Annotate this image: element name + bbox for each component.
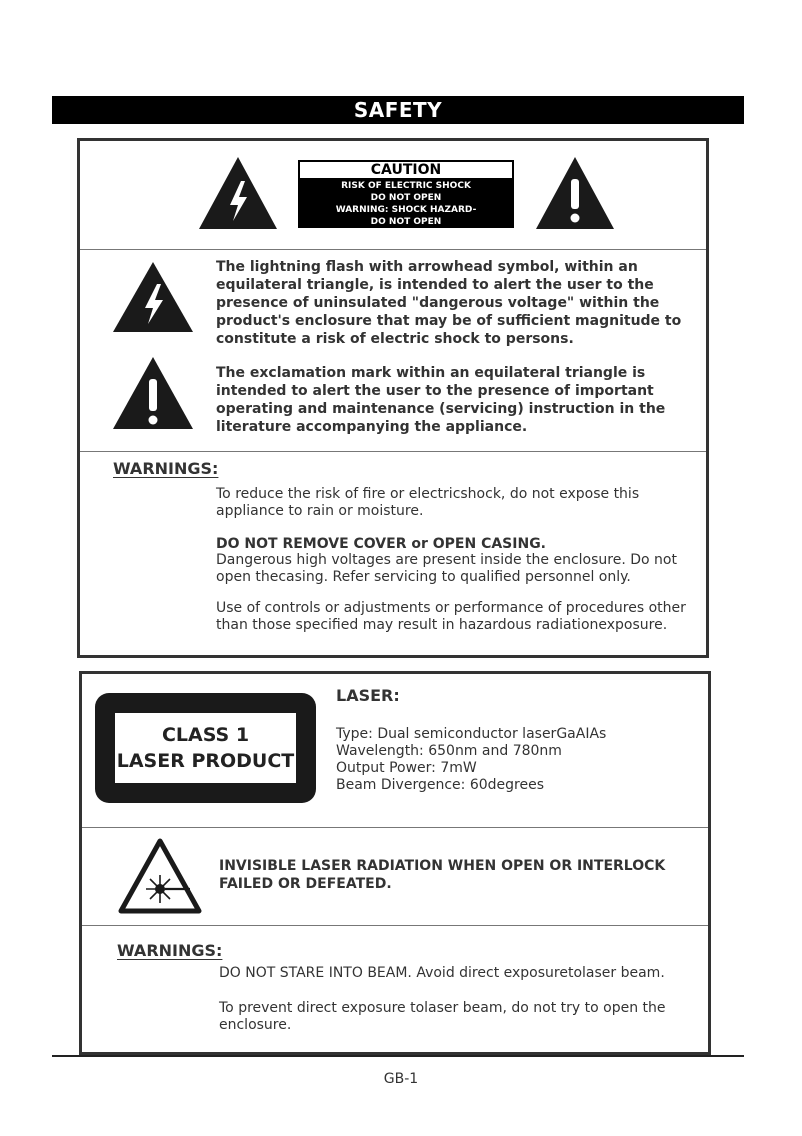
exclamation-warning-icon — [534, 155, 616, 231]
cover-warning-heading: DO NOT REMOVE COVER or OPEN CASING. — [216, 536, 547, 552]
laser-type-spec: Type: Dual semiconductor laserGaAIAs — [336, 726, 607, 742]
stare-warning: DO NOT STARE INTO BEAM. Avoid direct exposuretolaser beam. — [219, 965, 665, 981]
divider — [82, 925, 708, 926]
caution-line-4: DO NOT OPEN — [370, 217, 442, 227]
caution-line-3: WARNING: SHOCK HAZARD- — [335, 205, 477, 215]
class-1-laser-label — [95, 693, 316, 803]
caution-line-1: RISK OF ELECTRIC SHOCK — [341, 181, 471, 191]
warnings-heading: WARNINGS: — [113, 459, 219, 478]
laser-wavelength-spec: Wavelength: 650nm and 780nm — [336, 743, 562, 759]
enclosure-warning: To prevent direct exposure tolaser beam, do not try to open the enclosure. — [219, 1000, 666, 1033]
exclamation-symbol-description: The exclamation mark within an equilateral triangle is intended to alert the user to the presence of important operating and maintenance (servicing) instruction in the literature accompanying the appliance. — [216, 365, 666, 435]
laser-heading: LASER: — [336, 686, 400, 705]
laser-warnings-heading: WARNINGS: — [117, 941, 223, 960]
footer-rule — [52, 1055, 744, 1057]
divider — [80, 249, 706, 250]
laser-power-spec: Output Power: 7mW — [336, 760, 477, 776]
class-label-line-2: LASER PRODUCT — [116, 750, 295, 772]
high-voltage-warning: Dangerous high voltages are present inside the enclosure. Do not open thecasing. Refer servicing to qualified personnel only. — [216, 552, 677, 585]
radiation-exposure-warning: Use of controls or adjustments or performance of procedures other than those specified may result in hazardous radiationexposure. — [216, 600, 686, 633]
exclamation-triangle-icon — [111, 355, 195, 431]
laser-radiation-icon — [118, 838, 202, 914]
caution-label — [298, 160, 514, 228]
caution-heading: CAUTION — [299, 161, 513, 179]
page-number: GB-1 — [383, 1071, 419, 1087]
divider — [82, 827, 708, 828]
electric-shock-warning-icon — [197, 155, 279, 231]
caution-line-2: DO NOT OPEN — [370, 193, 442, 203]
divider — [80, 451, 706, 452]
page-title: SAFETY — [52, 96, 744, 124]
class-label-line-1: CLASS 1 — [161, 724, 250, 746]
laser-divergence-spec: Beam Divergence: 60degrees — [336, 777, 544, 793]
moisture-warning: To reduce the risk of fire or electricshock, do not expose this appliance to rain or moisture. — [216, 486, 640, 519]
lightning-symbol-description: The lightning flash with arrowhead symbol, within an equilateral triangle, is intended to alert the user to the presence of uninsulated "dangerous voltage" within the product's enclosure that may be of sufficient magnitude to constitute a risk of electric shock to persons. — [216, 259, 682, 347]
laser-radiation-warning: INVISIBLE LASER RADIATION WHEN OPEN OR INTERLOCK FAILED OR DEFEATED. — [219, 858, 666, 892]
lightning-triangle-icon — [111, 260, 195, 334]
